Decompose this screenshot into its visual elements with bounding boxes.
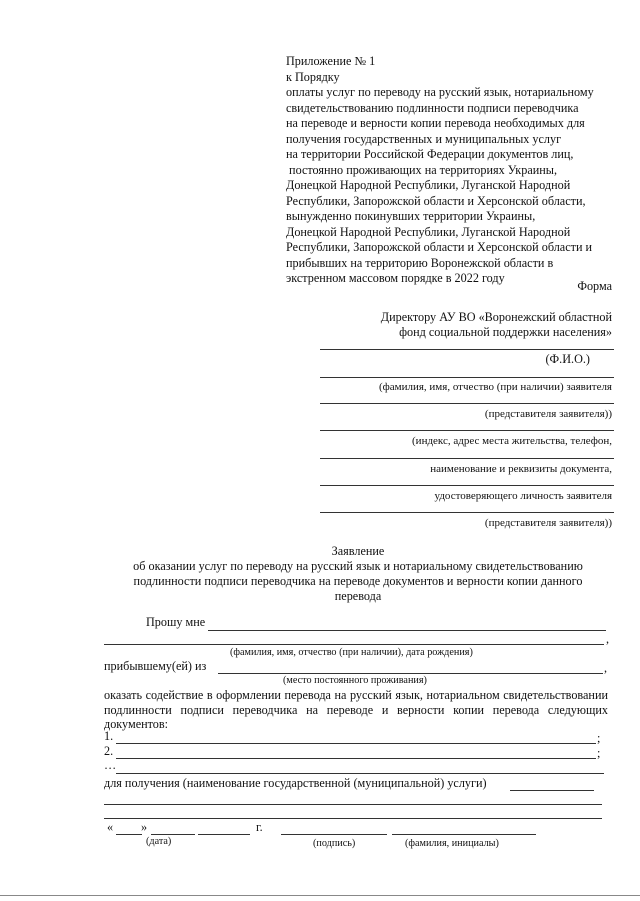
representative-caption: (представителя заявителя)) (484, 408, 612, 420)
fio-caption: (Ф.И.О.) (545, 352, 590, 366)
arrived-prefix: прибывшему(ей) из (104, 659, 207, 673)
applicant-name-line[interactable] (320, 377, 614, 378)
request-line[interactable] (208, 630, 606, 631)
appendix-block (286, 54, 594, 287)
item-1-number: 1. (104, 729, 114, 743)
purpose-line[interactable] (510, 790, 594, 791)
page-bottom-divider (0, 895, 640, 896)
appendix-line: прибывших на территорию Воронежской области в (286, 255, 554, 270)
request-prefix: Прошу мне (146, 615, 206, 629)
name-initials-caption: (фамилия, инициалы) (405, 838, 499, 849)
item-1-line[interactable] (116, 743, 596, 744)
statement-subtitle-3: перевода (334, 589, 382, 603)
signature-line[interactable] (281, 834, 387, 835)
representative-line[interactable] (320, 403, 614, 404)
appendix-line: вынужденно покинувших территории Украины, (286, 209, 536, 223)
date-year-line[interactable] (198, 834, 250, 835)
item-more: … (104, 758, 117, 772)
date-month-line[interactable] (151, 834, 195, 835)
body-paragraph: оказать содействие в оформлении перевода на русский язык, нотариальном свидетельствовании подлинности подписи переводчика на переводе и верности копии перевода следующих документов: (104, 688, 608, 731)
signature-caption: (подпись) (313, 838, 356, 849)
appendix-line: Республики, Запорожской области и Херсонской области, (286, 193, 586, 208)
address-caption: (индекс, адрес места жительства, телефон, (412, 435, 612, 447)
residence-caption: (место постоянного проживания) (283, 675, 427, 686)
name-initials-line[interactable] (392, 834, 536, 835)
appendix-line: Республики, Запорожской области и Херсонской области и (286, 240, 593, 254)
statement-subtitle-1: об оказании услуг по переводу на русский язык и нотариальному свидетельствованию (133, 559, 583, 573)
form-label: Форма (577, 279, 612, 293)
identity-caption: удостоверяющего личность заявителя (434, 490, 612, 502)
appendix-line: Донецкой Народной Республики, Луганской Народной (286, 178, 571, 192)
identity-line[interactable] (320, 485, 614, 486)
item-2-number: 2. (104, 744, 114, 758)
item-more-line[interactable] (116, 773, 604, 774)
representative2-line[interactable] (320, 512, 614, 513)
director-line-1: Директору АУ ВО «Воронежский областной (380, 310, 612, 324)
comma: , (606, 632, 610, 646)
applicant-name-caption: (фамилия, имя, отчество (при наличии) заявителя (378, 381, 612, 393)
date-quote-open: « (107, 820, 114, 834)
document-line[interactable] (320, 458, 614, 459)
appendix-line: получения государственных и муниципальных услуг (286, 131, 562, 146)
item-2-line[interactable] (116, 758, 596, 759)
name-dob-caption: (фамилия, имя, отчество (при наличии), дата рождения) (230, 647, 473, 658)
director-line-2: фонд социальной поддержки населения» (399, 325, 612, 339)
year-suffix: г. (256, 820, 263, 834)
purpose-label: для получения (наименование государственной (муниципальной) услуги) (104, 776, 487, 790)
applicant-full-line[interactable] (104, 644, 604, 645)
statement-subtitle-2: подлинности подписи переводчика на переводе документов и верности копии данного (133, 574, 583, 588)
date-day-line[interactable] (116, 834, 142, 835)
appendix-line: на переводе и верности копии перевода необходимых для (286, 116, 585, 130)
item-2-end: ; (597, 746, 601, 760)
purpose-line-2[interactable] (104, 804, 602, 805)
appendix-line: к Порядку (286, 69, 340, 84)
appendix-line: оплаты услуг по переводу на русский язык, нотариальному (286, 85, 594, 99)
document-caption: наименование и реквизиты документа, (430, 463, 612, 475)
appendix-line: экстренном массовом порядке в 2022 году (286, 271, 505, 285)
address-line[interactable] (320, 430, 614, 431)
comma: , (604, 661, 608, 675)
date-caption: (дата) (146, 836, 172, 847)
appendix-line: постоянно проживающих на территориях Украины, (286, 162, 558, 177)
appendix-line: Донецкой Народной Республики, Луганской Народной (286, 224, 571, 239)
appendix-line: Приложение № 1 (286, 54, 376, 68)
appendix-line: свидетельствованию подлинности подписи переводчика (286, 100, 579, 115)
representative2-caption: (представителя заявителя)) (484, 517, 612, 529)
residence-line[interactable] (218, 673, 603, 674)
appendix-line: на территории Российской Федерации документов лиц, (286, 147, 574, 161)
item-1-end: ; (597, 731, 601, 745)
date-quote-close: » (141, 820, 148, 834)
fio-line[interactable] (320, 349, 614, 350)
purpose-line-3[interactable] (104, 818, 602, 819)
statement-title: Заявление (331, 544, 385, 558)
